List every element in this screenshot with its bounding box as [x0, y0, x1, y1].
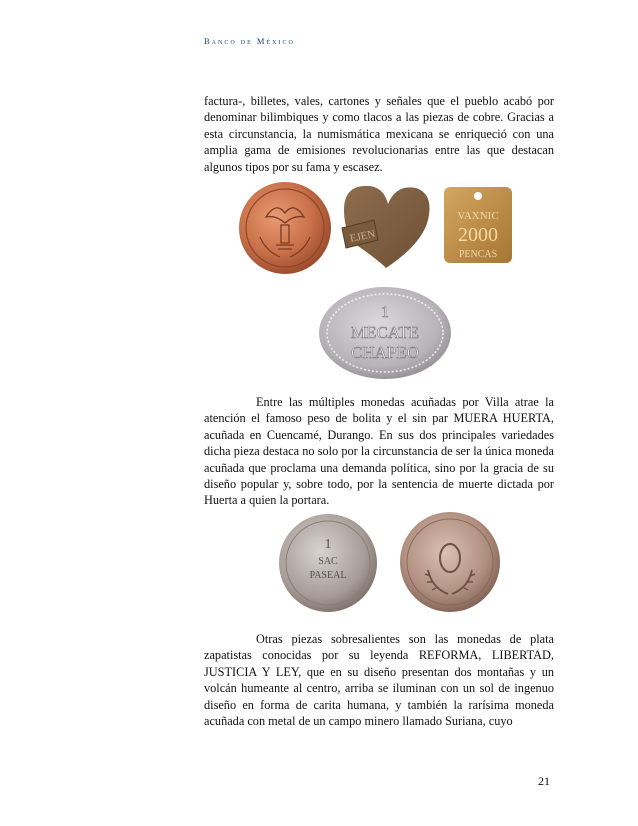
oval-token-line3: CHAPEO	[350, 343, 420, 362]
coin-left-line1: 1	[324, 537, 332, 552]
paragraph-1: factura-, billetes, vales, cartones y señales que el pueblo acabó por denominar bilimbiques y como tlacos a las piezas de cobre. Gracias a esta circunstancia, la numismática mexicana se enriqueció con una amplia gama de emisiones revolucionarias entre las que destacan algunos tipos por su fama y escasez.	[204, 94, 554, 174]
heart-token-image	[338, 180, 436, 272]
page-number: 21	[538, 774, 550, 788]
square-token-line1: VAXNIC	[457, 210, 499, 222]
paragraph-2: Entre las múltiples monedas acuñadas por Villa atrae la atención el famoso peso de bolita y el sin par MUERA HUERTA, acuñada en Cuencamé, Durango. En sus dos principales variedades dicha pieza destaca no solo por la circunstancia de ser la única moneda acuñada que proclama una demanda política, sino por la gracia de su diseño popular y, sobre todo, por la sentencia de muerte dictada por Huerta a quien la portara.	[204, 395, 554, 508]
silver-peso-coin-image	[277, 512, 379, 614]
coin-left-line3: PASEAL	[309, 570, 347, 581]
oval-token-line1: 1	[381, 304, 389, 321]
coin-left-line2: SAC	[318, 556, 338, 567]
square-token-line3: PENCAS	[458, 249, 498, 260]
header-title: Banco de México	[204, 36, 295, 46]
heart-token-text: EJEN	[348, 227, 377, 245]
copper-toned-coin-image	[398, 510, 502, 614]
square-token-line2: 2000	[458, 224, 498, 246]
copper-eagle-token-image	[236, 179, 334, 277]
oval-token-line2: MECATE	[351, 323, 419, 342]
paragraph-3: Otras piezas sobresalientes son las monedas de plata zapatistas conocidas por su leyenda REFORMA, LIBERTAD, JUSTICIA Y LEY, que en su diseño presentan dos montañas y un volcán humeante al centro, arriba se iluminan con un sol de ingenuo diseño en forma de carita humana, y también la rarísima moneda acuñada con metal de un campo minero llamado Suriana, cuyo	[204, 632, 554, 729]
brass-square-token-image	[442, 185, 514, 265]
running-header	[204, 36, 295, 46]
oval-silver-token-image	[317, 285, 453, 381]
